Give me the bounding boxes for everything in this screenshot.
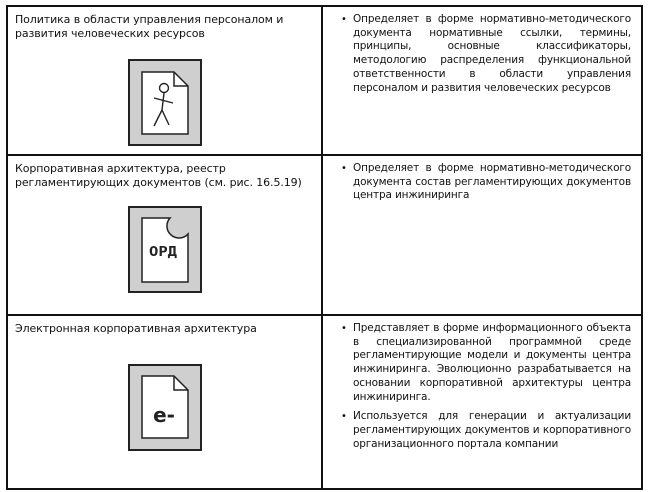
bullet-dot: • (341, 163, 347, 174)
left-cell (7, 155, 322, 315)
list-item-text: Определяет в форме нормативно-методического документа нормативные ссылки, термины, принципы, основные классификаторы, методологию распределения функциональной ответственности в области управления персоналом и развития человеческих ресурсов (353, 13, 631, 94)
row-title: Политика в области управления персоналом и развития человеческих ресурсов (15, 13, 284, 40)
list-item (341, 162, 631, 203)
ord-document-icon (128, 206, 202, 293)
table-row (7, 315, 642, 489)
list-item (341, 410, 631, 451)
bullet-dot: • (341, 14, 347, 25)
bullet-list (323, 156, 641, 203)
list-item (341, 13, 631, 95)
list-item (341, 322, 631, 404)
document-table (6, 5, 643, 490)
e-label: е- (152, 403, 175, 427)
ord-label: ОРД (148, 244, 177, 260)
table-row (7, 155, 642, 315)
list-item-text: Используется для генерации и актуализации регламентирующих документов и корпоративного организационного портала компании (353, 410, 631, 450)
list-item-text: Определяет в форме нормативно-методического документа состав регламентирующих документов центра инжиниринга (353, 162, 631, 202)
row-title: Корпоративная архитектура, реестр регламентирующих документов (см. рис. 16.5.19) (15, 162, 302, 189)
bullet-dot: • (341, 411, 347, 423)
right-cell (322, 6, 642, 155)
right-cell (322, 315, 642, 489)
bullet-list (323, 316, 641, 451)
table-row (7, 6, 642, 155)
bullet-dot: • (341, 323, 347, 334)
left-cell (7, 315, 322, 489)
right-cell (322, 155, 642, 315)
electronic-document-icon (128, 364, 202, 451)
list-item-text: Представляет в форме информационного объекта в специализированной программной среде регламентирующие модели и документы центра инжиниринга. Эволюционно разрабатывается на основании корпоративной архитектуры центра инжиниринга. (353, 322, 631, 403)
person-document-icon (128, 59, 202, 146)
bullet-list (323, 7, 641, 95)
row-title: Электронная корпоративная архитектура (15, 322, 257, 335)
left-cell (7, 6, 322, 155)
